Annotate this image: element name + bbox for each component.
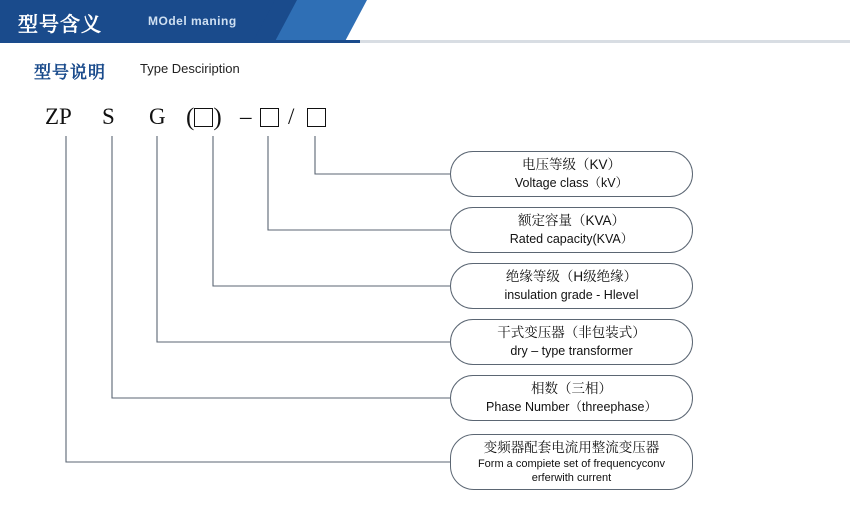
- callout-dry-type-transformer-cn: 干式变压器（非包装式）: [497, 325, 646, 341]
- header-title-cn: 型号含义: [18, 14, 102, 36]
- code-segment-zp: ZP: [45, 104, 72, 129]
- callout-dry-type-transformer-en: dry – type transformer: [510, 343, 633, 358]
- code-segment-g: G: [149, 104, 166, 129]
- section-title-cn: 型号说明: [34, 63, 106, 82]
- callout-voltage-class-en: Voltage class（kV）: [514, 175, 629, 190]
- callout-frequency-converter-set-en: Form a compiete set of frequencyconv erferwith current: [477, 457, 666, 485]
- callout-rated-capacity-cn: 额定容量（KVA）: [517, 213, 625, 229]
- callout-frequency-converter-set: [450, 434, 693, 490]
- code-dash: –: [240, 104, 252, 129]
- code-slash: /: [288, 104, 295, 129]
- open-paren: (: [186, 104, 195, 131]
- close-paren: ): [213, 104, 222, 131]
- callout-voltage-class: [450, 151, 693, 197]
- callout-rated-capacity: [450, 207, 693, 253]
- callout-phase-number-en: Phase Number（threephase）: [486, 399, 657, 414]
- callout-dry-type-transformer: [450, 319, 693, 365]
- callout-insulation-grade-en: insulation grade - Hlevel: [504, 287, 639, 302]
- callout-frequency-converter-set-cn: 变频器配套电流用整流变压器: [483, 439, 660, 455]
- callout-phase-number-cn: 相数（三相）: [531, 381, 612, 397]
- callout-phase-number: [450, 375, 693, 421]
- header-title-en: MOdel maning: [148, 14, 237, 28]
- callout-rated-capacity-en: Rated capacity(KVA）: [509, 231, 634, 246]
- code-segment-s: S: [102, 104, 115, 129]
- callout-insulation-grade-cn: 绝缘等级（H级绝缘）: [505, 269, 638, 285]
- callout-voltage-class-cn: 电压等级（KV）: [521, 157, 621, 173]
- callout-insulation-grade: [450, 263, 693, 309]
- section-title-en: Type Desciription: [140, 61, 240, 76]
